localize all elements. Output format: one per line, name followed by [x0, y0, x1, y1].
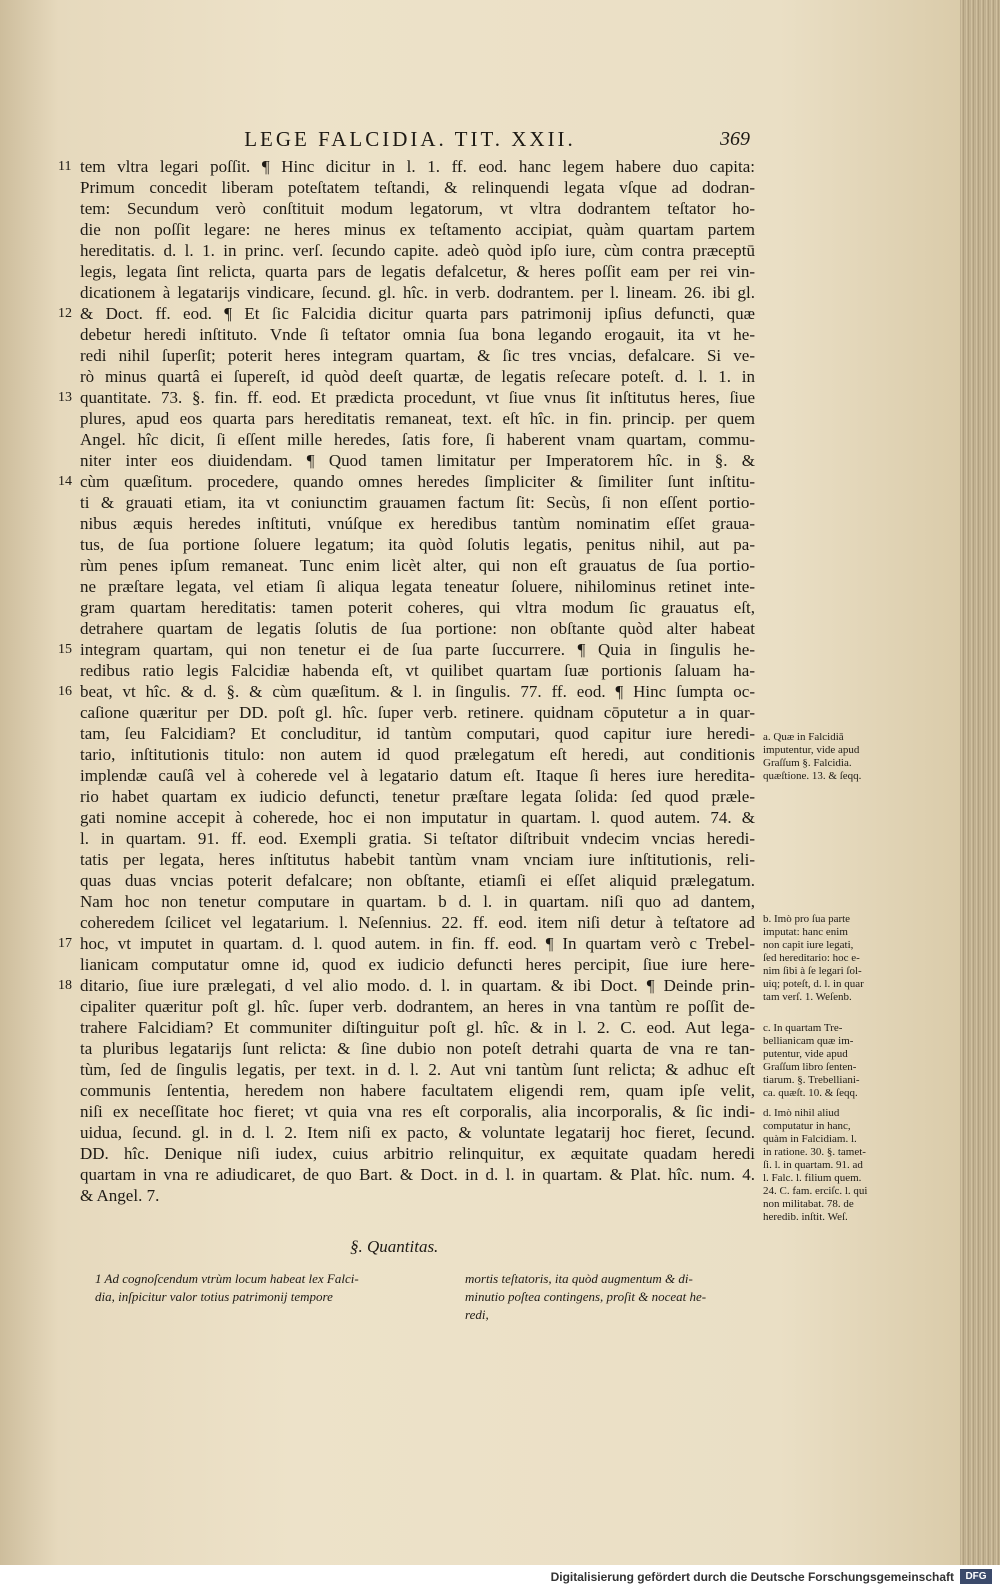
text-line — [80, 282, 755, 303]
line-text: Angel. hîc dicit, ſi eſſent mille heredes, ſatis fore, ſi haberent vnam quartam, commu- — [80, 430, 755, 449]
text-line — [80, 513, 755, 534]
margin-line-number: 12 — [58, 306, 72, 321]
line-text: ta pluribus legatarijs ſunt relicta: & ſine dubio non poteſt detrahi quarta de vna re tan- — [80, 1039, 755, 1058]
text-line — [58, 156, 755, 177]
summary-line: minutio poſtea contingens, proſit & noceat he- — [465, 1289, 707, 1304]
note-line: in ratione. 30. §. tamet- — [763, 1146, 866, 1158]
text-line — [80, 198, 755, 219]
line-text: tatis per legata, heres inſtitutus habebit tantùm vnam vnciam iure inſtitutionis, reli- — [80, 850, 755, 869]
text-line — [80, 870, 755, 891]
note-line: imputat: hanc enim — [763, 926, 848, 938]
note-line: heredib. inſtit. Weſ. — [763, 1211, 848, 1223]
line-text: DD. hîc. Denique niſi iudex, cuius arbitrio relinquitur, ex æquitate quadam heredi — [80, 1144, 755, 1163]
note-line: quàm in Falcidiam. l. — [763, 1133, 857, 1145]
text-line — [80, 849, 755, 870]
line-text: & Doct. ff. eod. ¶ Et ſic Falcidia dicitur quarta pars patrimonij ipſius defuncti, quæ — [80, 304, 755, 323]
section-heading: §. Quantitas. — [350, 1237, 439, 1256]
note-line: non capit iure legati, — [763, 939, 854, 951]
line-text: nibus æquis heredes inſtituti, vnúſque ex heredibus tantùm nominatim eſſet graua- — [80, 514, 755, 533]
text-line — [80, 492, 755, 513]
text-line — [80, 1143, 755, 1164]
line-text: redi nihil ſuperſit; poterit heres integram quartam, & ſic tres vncias, defalcare. Si ve- — [80, 346, 755, 365]
text-line — [58, 681, 755, 702]
note-line: ſi. l. in quartam. 91. ad — [763, 1159, 863, 1171]
summary-line: mortis teſtatoris, ita quòd augmentum & di- — [465, 1271, 693, 1286]
note-line: ſed hereditario: hoc e- — [763, 952, 860, 964]
line-text: trahere Falcidiam? Et communiter diſtinguitur poſt gl. hîc. & in l. 2. C. eod. Aut lega- — [80, 1018, 755, 1037]
marginal-note-b — [763, 913, 895, 1004]
line-text: & Angel. 7. — [80, 1186, 160, 1205]
text-line — [80, 954, 755, 975]
line-text: tem: Secundum verò conſtituit modum legatorum, vt vltra dodrantem teſtator ho- — [80, 199, 755, 218]
text-line — [80, 450, 755, 471]
text-line — [80, 1164, 755, 1185]
line-text: lianicam computatur omne id, quod ex iudicio defuncti heres percipit, ſiue iure here- — [80, 955, 755, 974]
main-text-block — [58, 156, 755, 1206]
text-line — [80, 786, 755, 807]
line-text: niſi ex neceſſitate hoc fieret; vt quia vna res eſt corporalis, alia incorporalis, & ſic indi- — [80, 1102, 755, 1121]
text-line — [58, 933, 755, 954]
line-text: beat, vt hîc. & d. §. & cùm quæſitum. & l. in ſingulis. 77. ff. eod. ¶ Hinc ſumpta oc- — [80, 682, 755, 701]
text-line — [80, 534, 755, 555]
line-text: quartam in vna re adiudicaret, de quo Bart. & Doct. in d. l. in quartam. & Plat. hîc. num. 4. — [80, 1165, 755, 1184]
footer-credit: Digitalisierung gefördert durch die Deutsche Forschungsgemeinschaft — [550, 1570, 954, 1584]
line-text: implendæ cauſâ vel à coherede vel à legatario datum eſt. Itaque ſi heres iure heredita- — [80, 766, 755, 785]
line-text: hoc, vt imputet in quartam. d. l. quod autem. in fin. ff. eod. ¶ In quartam verò c Trebel- — [80, 934, 755, 953]
text-line — [80, 912, 755, 933]
note-line: 24. C. fam. erciſc. l. qui — [763, 1185, 868, 1197]
text-line — [80, 744, 755, 765]
text-line — [80, 576, 755, 597]
text-line — [80, 1101, 755, 1122]
summary-line: 1 Ad cognoſcendum vtrùm locum habeat lex Falci- — [95, 1271, 359, 1286]
line-text: plures, apud eos quarta pars hereditatis remaneat, text. eſt hîc. in fin. princip. per quem — [80, 409, 755, 428]
line-text: debetur heredi inſtituto. Vnde ſi teſtator omnia ſua bona legando erogauit, ita vt he- — [80, 325, 755, 344]
line-text: dicationem à legatarijs vindicare, ſecund. gl. hîc. in verb. dodrantem. per l. lineam. 26. ibi gl. — [80, 283, 755, 302]
note-line: l. Falc. l. filium quem. — [763, 1172, 862, 1184]
text-line — [80, 429, 755, 450]
note-line: bellianicam quæ im- — [763, 1035, 854, 1047]
text-line — [80, 597, 755, 618]
margin-line-number: 16 — [58, 684, 72, 699]
text-line — [80, 261, 755, 282]
line-text: hereditatis. d. l. 1. in princ. verſ. ſecundo capite. adeò quòd ipſo iure, cùm contra præceptū — [80, 241, 755, 260]
text-line — [80, 807, 755, 828]
dfg-logo: DFG — [960, 1569, 992, 1584]
text-line — [58, 471, 755, 492]
text-line — [80, 219, 755, 240]
line-text: cùm quæſitum. procedere, quando omnes heredes ſimpliciter & ſimiliter ſunt inſtitu- — [80, 472, 755, 491]
line-text: tus, de ſua portione ſoluere legatum; ita quòd ſolutis legatis, penitus nihil, aut pa- — [80, 535, 755, 554]
line-text: die non poſſit legare: ne heres minus ex teſtamento accipiat, quàm quartam partem — [80, 220, 755, 239]
note-line: imputentur, vide apud — [763, 744, 860, 756]
line-text: niter inter eos diuidendam. ¶ Quod tamen limitatur per Imperatorem hîc. in §. & — [80, 451, 755, 470]
line-text: Nam hoc non tenetur computare in quartam. b d. l. in quartam. niſi quo ad dantem, — [80, 892, 755, 911]
margin-line-number: 15 — [58, 642, 72, 657]
note-line: computatur in hanc, — [763, 1120, 851, 1132]
line-text: gati nomine accepit à coherede, hoc ei non imputatur in quartam. l. quod autem. 74. & — [80, 808, 755, 827]
line-text: tam, ſeu Falcidiam? Et concluditur, id tantùm computari, quod capitur iure heredi- — [80, 724, 755, 743]
line-text: rùm penes ipſum remaneat. Tunc enim licèt alter, qui non eſt grauatus de ſua portio- — [80, 556, 755, 575]
summary-left-column — [95, 1270, 415, 1306]
text-line — [80, 408, 755, 429]
marginal-note-c — [763, 1022, 895, 1100]
line-text: tem vltra legari poſſit. ¶ Hinc dicitur in l. 1. ff. eod. hanc legem habere duo capita: — [80, 157, 755, 176]
note-line: non militabat. 78. de — [763, 1198, 854, 1210]
text-line — [80, 1080, 755, 1101]
margin-line-number: 13 — [58, 390, 72, 405]
line-text: rò minus quartâ ei ſupereſt, id quòd deeſt quartæ, de legatis reſecare poteſt. d. l. 1. in — [80, 367, 755, 386]
text-line — [80, 345, 755, 366]
line-text: ne præſtare legata, vel etiam ſi aliqua legata teneatur ſoluere, nihilominus retinet inte- — [80, 577, 755, 596]
line-text: uidua, ſecund. gl. in d. l. 2. Item niſi ex pacto, & voluntate legatarij hoc fieret, ſecund. — [80, 1123, 755, 1142]
text-line — [80, 240, 755, 261]
line-text: quantitate. 73. §. fin. ff. eod. Et prædicta procedunt, vt ſiue vnus ſit inſtitutus heres, ſiue — [80, 388, 755, 407]
line-text: detrahere quartam de legatis ſolutis de ſua portione: non obſtante quòd alter habeat — [80, 619, 755, 638]
note-line: b. Imò pro ſua parte — [763, 913, 851, 925]
line-text: caſione quæritur per DD. poſt gl. hîc. ſuper verb. retinere. quidnam cōputetur a in quar- — [80, 703, 755, 722]
line-text: communis ſententia, heredem non habere facultatem eligendi rem, quam ipſe velit, — [80, 1081, 755, 1100]
line-text: l. in quartam. 91. ff. eod. Exempli gratia. Si teſtator diſtribuit vndecim vncias heredi- — [80, 829, 755, 848]
running-head: LEGE FALCIDIA. TIT. XXII. — [244, 127, 576, 151]
margin-line-number: 18 — [58, 978, 72, 993]
text-line — [80, 891, 755, 912]
note-line: Graſſum §. Falcidia. — [763, 757, 852, 769]
text-line — [58, 639, 755, 660]
marginal-note-d — [763, 1107, 895, 1224]
summary-right-column — [465, 1270, 785, 1324]
text-line — [80, 177, 755, 198]
text-line — [80, 555, 755, 576]
page-fore-edge — [960, 0, 1000, 1565]
line-text: gram quartam hereditatis: tamen poterit coheres, qui vltra modum ſic grauatus eſt, — [80, 598, 755, 617]
text-line — [80, 1122, 755, 1143]
line-text: ti & grauati etiam, ita vt coniunctim grauamen factum ſit: Secùs, ſi non eſſent portio- — [80, 493, 755, 512]
margin-line-number: 14 — [58, 474, 72, 489]
text-line — [80, 828, 755, 849]
line-text: cipaliter quæritur poſt gl. hîc. ſuper verb. dodrantem, an heres in vna tantùm re poſſit de- — [80, 997, 755, 1016]
text-line — [80, 660, 755, 681]
text-line — [58, 975, 755, 996]
text-line — [80, 366, 755, 387]
line-text: integram quartam, qui non tenetur ei de ſua parte ſuccurrere. ¶ Quia in ſingulis he- — [80, 640, 755, 659]
line-text: legis, legata ſint relicta, quarta pars de legatis defalcetur, & heres poſſit eam per rei vin- — [80, 262, 755, 281]
note-line: tiarum. §. Trebelliani- — [763, 1074, 860, 1086]
note-line: quæſtione. 13. & ſeqq. — [763, 770, 862, 782]
note-line: tam verſ. 1. Weſenb. — [763, 991, 852, 1003]
note-line: d. Imò nihil aliud — [763, 1107, 840, 1119]
text-line — [80, 702, 755, 723]
line-text: coheredem ſcilicet vel legatarium. l. Neſennius. 22. ff. eod. item niſi detur à teſtatore ad — [80, 913, 755, 932]
line-text: Primum concedit liberam poteſtatem teſtandi, & relinquendi legata vſque ad dodran- — [80, 178, 755, 197]
text-line — [58, 387, 755, 408]
text-line — [80, 1185, 755, 1206]
text-line — [80, 723, 755, 744]
line-text: redibus ratio legis Falcidiæ habenda eſt, vt quilibet quartam ſuæ portionis ſaluam ha- — [80, 661, 755, 680]
page-number: 369 — [720, 128, 750, 150]
line-text: rio habet quartam ex iudicio defuncti, tenetur præſtare legata ſolida: ſed quod præle- — [80, 787, 755, 806]
note-line: a. Quæ in Falcidiā — [763, 731, 844, 743]
summary-line: dia, inſpicitur valor totius patrimonij tempore — [95, 1289, 333, 1304]
note-line: uiq; poteſt, d. l. in quar — [763, 978, 864, 990]
note-line: c. In quartam Tre- — [763, 1022, 843, 1034]
line-text: quas duas vncias poterit defalcare; non obſtante, etiamſi ei eſſet aliquid prælegatum. — [80, 871, 755, 890]
text-line — [80, 324, 755, 345]
text-line — [80, 1059, 755, 1080]
text-line — [80, 1038, 755, 1059]
note-line: ca. quæſt. 10. & ſeqq. — [763, 1087, 858, 1099]
text-line — [58, 303, 755, 324]
margin-line-number: 11 — [58, 159, 72, 174]
margin-line-number: 17 — [58, 936, 72, 951]
line-text: tùm, ſed de ſingulis legatis, per text. in d. l. 2. Aut vni tantùm ſunt relicta; & adhuc eſt — [80, 1060, 755, 1079]
summary-line: redi, — [465, 1307, 489, 1322]
note-line: putentur, vide apud — [763, 1048, 848, 1060]
digitization-footer — [0, 1565, 1000, 1589]
note-line: Graſſum libro ſenten- — [763, 1061, 857, 1073]
line-text: tario, inſtitutionis titulo: non autem id quod prælegatum eſt heredi, aut conditionis — [80, 745, 755, 764]
note-line: nim ſibi à ſe legari ſol- — [763, 965, 862, 977]
line-text: ditario, ſiue iure prælegati, d vel alio modo. d. l. in quartam. & ibi Doct. ¶ Deinde prin- — [80, 976, 755, 995]
marginal-note-a — [763, 731, 895, 783]
text-line — [80, 618, 755, 639]
text-line — [80, 1017, 755, 1038]
text-line — [80, 996, 755, 1017]
text-line — [80, 765, 755, 786]
